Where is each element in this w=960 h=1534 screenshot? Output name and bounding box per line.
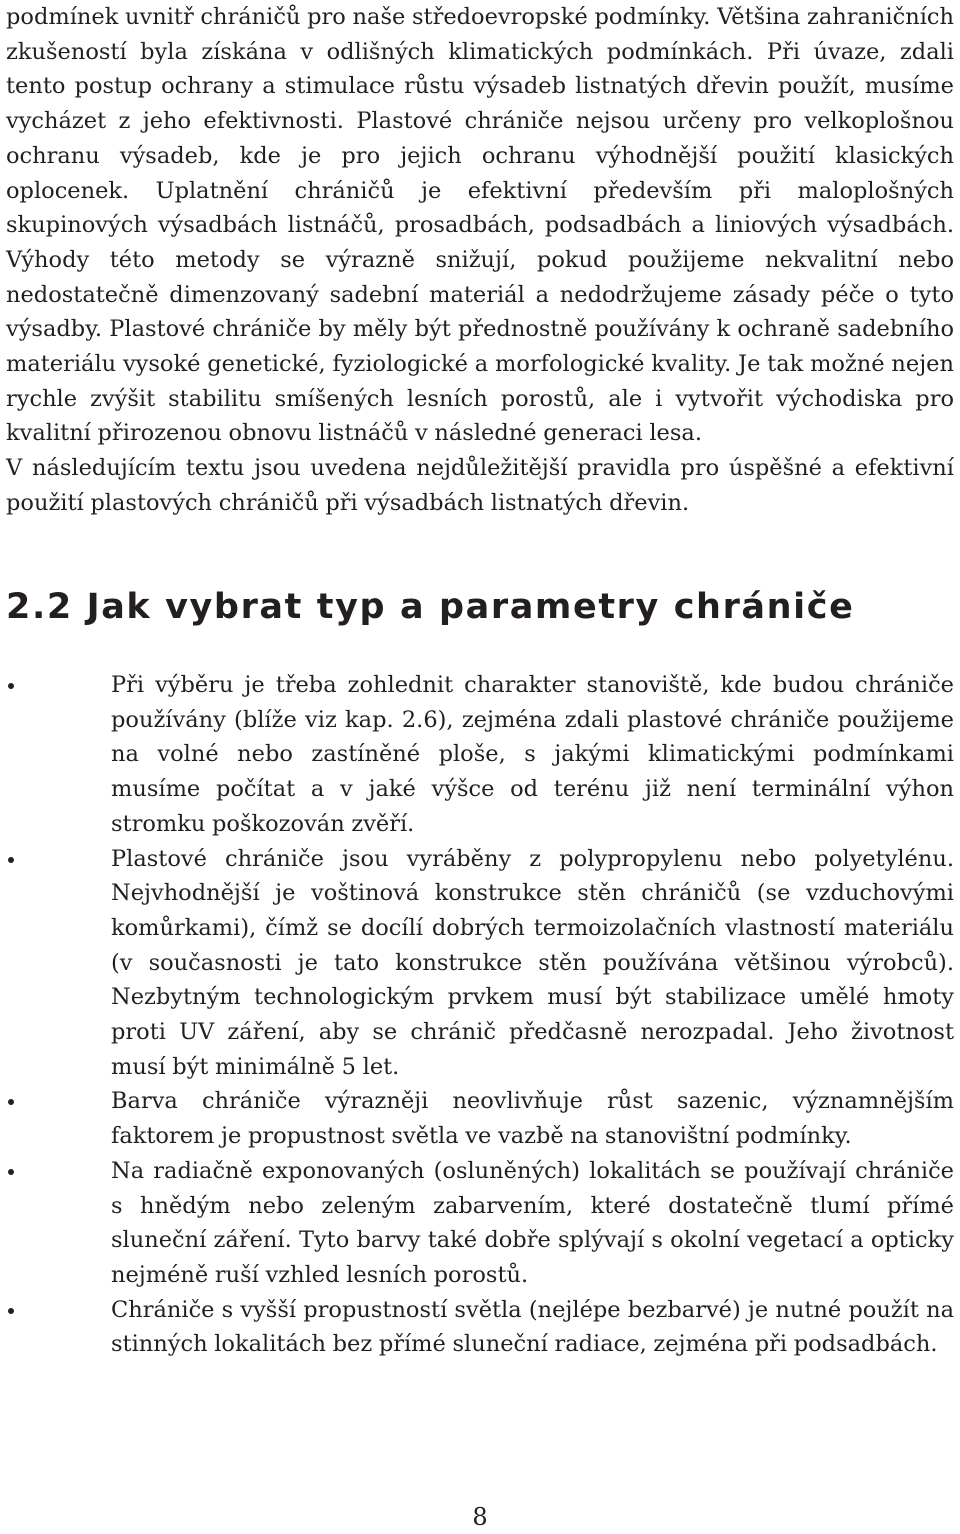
intro-text: [6, 0, 954, 521]
document-page: [6, 0, 954, 1358]
bullet-icon: [8, 857, 14, 863]
bullet-item: [6, 1084, 954, 1153]
bullet-text: Plastové chrániče jsou vyráběny z polypropylenu nebo polyetylénu. Nejvhodnější je voštinová konstrukce stěn chráničů (se vzduchovými komůrkami), čímž se docílí dobrých termoizolačních vlastností materiálu (v současnosti je tato konstrukce stěn používána většinou výrobců). Nezbytným technologickým prvkem musí být stabilizace umělé hmoty proti UV záření, aby se chránič předčasně nerozpadal. Jeho životnost musí být minimálně 5 let.: [111, 845, 954, 1080]
intro-paragraph: V následujícím textu jsou uvedena nejdůležitější pravidla pro úspěšné a efektivní použití plastových chráničů při výsadbách listnatých dřevin.: [6, 455, 954, 516]
page-number: 8: [472, 1503, 488, 1531]
bullet-item: [6, 1293, 954, 1362]
bullet-icon: [8, 1169, 14, 1175]
bullet-item: [6, 1154, 954, 1293]
bullet-item: [6, 668, 954, 842]
bullet-icon: [8, 683, 14, 689]
bullet-text: Chrániče s vyšší propustností světla (nejlépe bezbarvé) je nutné použít na stinných lokalitách bez přímé sluneční radiace, zejména při podsadbách.: [111, 1296, 954, 1358]
bullet-icon: [8, 1099, 14, 1105]
intro-paragraph: podmínek uvnitř chráničů pro naše středoevropské podmínky. Většina zahraničních zkušeností byla získána v odlišných klimatických podmínkách. Při úvaze, zdali tento postup ochrany a stimulace růstu výsadeb listnatých dřevin použít, musíme vycházet z jeho efektivnosti. Plastové chrániče nejsou určeny pro velkoplošnou ochranu výsadeb, kde je pro jejich ochranu výhodnější použití klasických oplocenek. Uplatnění chráničů je efektivní především při maloplošných skupinových výsadbách listnáčů, prosadbách, podsadbách a liniových výsadbách. Výhody této metody se výrazně snižují, pokud použijeme nekvalitní nebo nedostatečně dimenzovaný sadební materiál a nedodržujeme zásady péče o tyto výsadby. Plastové chrániče by měly být přednostně používány k ochraně sadebního materiálu vysoké genetické, fyziologické a morfologické kvality. Je tak možné nejen rychle zvýšit stabilitu smíšených lesních porostů, ale i vytvořit východiska pro kvalitní přirozenou obnovu listnáčů v následné generaci lesa.: [6, 4, 954, 447]
bullet-icon: [8, 1308, 14, 1314]
bullet-item: [6, 842, 954, 1085]
bullet-text: Barva chrániče výrazněji neovlivňuje růst sazenic, významnějším faktorem je propustnost světla ve vazbě na stanovištní podmínky.: [111, 1088, 954, 1150]
bullet-text: Na radiačně exponovaných (osluněných) lokalitách se používají chrániče s hnědým nebo zeleným zabarvením, které dostatečně tlumí přímé sluneční záření. Tyto barvy také dobře splývají s okolní vegetací a opticky nejméně ruší vzhled lesních porostů.: [111, 1157, 954, 1288]
bullet-text: Při výběru je třeba zohlednit charakter stanoviště, kde budou chrániče používány (blíže viz kap. 2.6), zejména zdali plastové chrániče použijeme na volné nebo zastíněné ploše, s jakými klimatickými podmínkami musíme počítat a v jaké výšce od terénu již není terminální výhon stromku poškozován zvěří.: [111, 672, 954, 837]
section-heading: 2.2 Jak vybrat typ a parametry chrániče: [6, 587, 855, 627]
bullet-list: [6, 668, 954, 1362]
